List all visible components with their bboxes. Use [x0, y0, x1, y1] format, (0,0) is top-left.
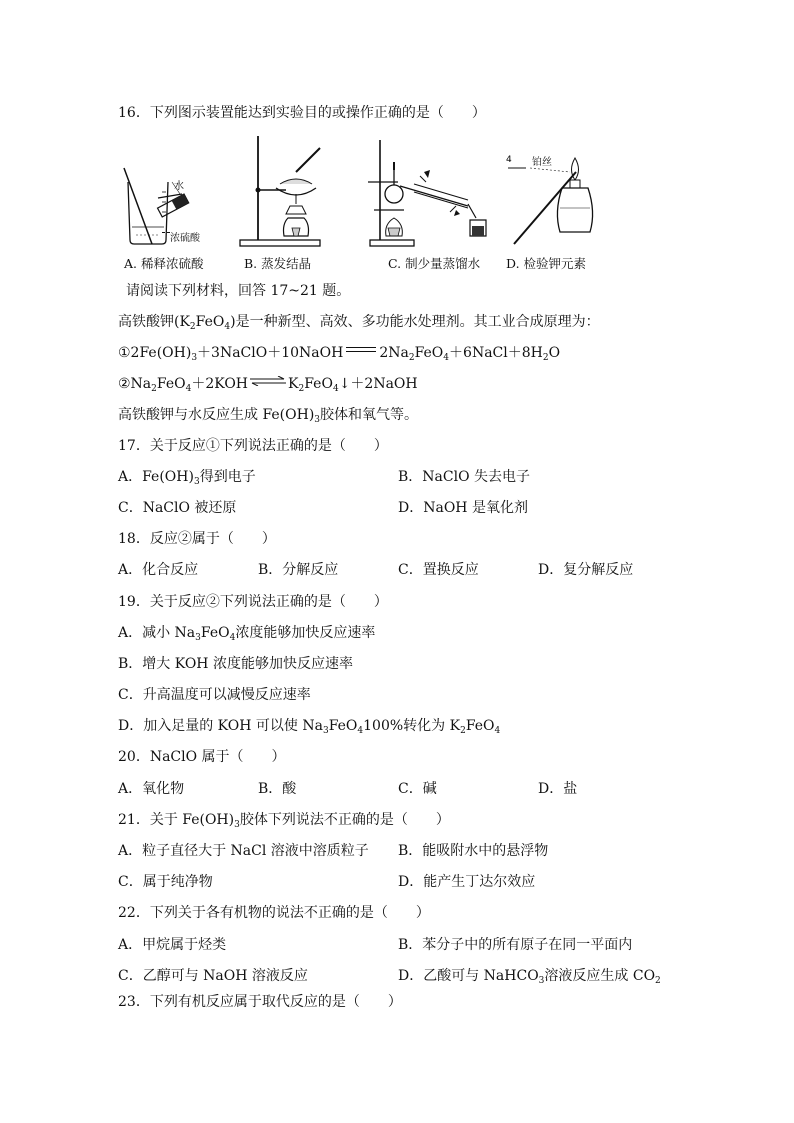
label-conc-acid: 浓硫酸 [170, 233, 200, 244]
q20-option-b[interactable]: B．酸 [258, 781, 297, 797]
q19-option-d[interactable]: D．加入足量的 KOH 可以使 $Na_3FeO_4100\%$转化为 $K_2FeO_4$ [118, 718, 501, 736]
q16-stem: 16．下列图示装置能达到实验目的或操作正确的是（ ） [118, 105, 486, 121]
q22-option-a[interactable]: A．甲烷属于烃类 [118, 937, 227, 953]
q17-stem: 17．关于反应①下列说法正确的是（ ） [118, 438, 388, 454]
q17-option-a[interactable]: A．$Fe(OH)_3$得到电子 [118, 469, 256, 487]
q20-option-a[interactable]: A．氧化物 [118, 781, 185, 797]
q22-stem: 22．下列关于各有机物的说法不正确的是（ ） [118, 905, 430, 921]
q21-option-d[interactable]: D．能产生丁达尔效应 [398, 874, 536, 890]
caption-b: B. 蒸发结晶 [244, 256, 312, 271]
reading-instruction: 请阅读下列材料，回答 17~21 题。 [126, 283, 351, 299]
q20-option-d[interactable]: D．盐 [538, 781, 578, 797]
label-platinum-wire: 铂丝 [532, 157, 552, 168]
q17-options-row1 [118, 468, 678, 486]
material-note: 高铁酸钾与水反应生成 $Fe(OH)_3$胶体和氧气等。 [118, 407, 419, 425]
q21-option-b[interactable]: B．能吸附水中的悬浮物 [398, 843, 549, 859]
apparatus-c-distillation [364, 132, 494, 254]
q22-options-row1 [118, 936, 678, 954]
q17-option-b[interactable]: B．NaClO 失去电子 [398, 469, 531, 485]
q17-options-row2 [118, 499, 678, 517]
q20-stem: 20．NaClO 属于（ ） [118, 749, 286, 765]
q22-option-c[interactable]: C．乙醇可与 NaOH 溶液反应 [118, 968, 308, 984]
reversible-arrow [250, 376, 286, 386]
q18-stem: 18．反应②属于（ ） [118, 531, 276, 547]
q17-option-d[interactable]: D．NaOH 是氧化剂 [398, 500, 528, 516]
q17-option-c[interactable]: C．NaClO 被还原 [118, 500, 237, 516]
q19-option-c[interactable]: C．升高温度可以减慢反应速率 [118, 687, 311, 703]
q19-stem: 19．关于反应②下列说法正确的是（ ） [118, 594, 388, 610]
q22-option-b[interactable]: B．苯分子中的所有原子在同一平面内 [398, 937, 633, 953]
q21-options-row1 [118, 842, 678, 860]
q16-figure [118, 132, 598, 271]
caption-a: A. 稀释浓硫酸 [124, 256, 204, 271]
caption-c: C. 制少量蒸馏水 [388, 256, 481, 271]
q18-option-a[interactable]: A．化合反应 [118, 562, 199, 578]
q18-option-b[interactable]: B．分解反应 [258, 562, 339, 578]
q19-option-b[interactable]: B．增大 KOH 浓度能够加快反应速率 [118, 656, 353, 672]
q22-option-d[interactable]: D．乙酸可与 NaHCO$_3$溶液反应生成 $CO_2$ [398, 968, 661, 986]
q19-option-a[interactable]: A．减小 $Na_3FeO_4$浓度能够加快反应速率 [118, 625, 376, 643]
caption-d: D. 检验钾元素 [506, 256, 587, 271]
label-water: 水 [174, 181, 184, 192]
q18-option-d[interactable]: D．复分解反应 [538, 562, 634, 578]
q18-option-c[interactable]: C．置换反应 [398, 562, 479, 578]
q21-option-a[interactable]: A．粒子直径大于 NaCl 溶液中溶质粒子 [118, 843, 369, 859]
q21-stem: 21．关于 $Fe(OH)_3$胶体下列说法不正确的是（ ） [118, 812, 450, 830]
q20-options [118, 780, 678, 798]
q23-stem: 23．下列有机反应属于取代反应的是（ ） [118, 994, 402, 1010]
q21-option-c[interactable]: C．属于纯净物 [118, 874, 213, 890]
apparatus-b-evaporation [236, 132, 326, 254]
equals-sign [346, 345, 376, 355]
equation-1: $①2Fe(OH)_3+3NaClO+10NaOH$ $2Na_2FeO_4+6NaCl+8H_2O$ [118, 345, 561, 363]
q18-options [118, 561, 678, 579]
apparatus-d-flame-test [500, 132, 610, 254]
q20-option-c[interactable]: C．碱 [398, 781, 437, 797]
svg-text:4: 4 [506, 155, 512, 165]
material-text: 高铁酸钾$(K_2FeO_4)$是一种新型、高效、多功能水处理剂。其工业合成原理为： [118, 314, 600, 332]
q21-options-row2 [118, 873, 678, 891]
equation-2: $②Na_2FeO_4+2KOH$ $K_2FeO_4↓+2NaOH$ [118, 376, 418, 394]
label-acid-leader [162, 232, 170, 233]
q22-options-row2 [118, 967, 678, 985]
